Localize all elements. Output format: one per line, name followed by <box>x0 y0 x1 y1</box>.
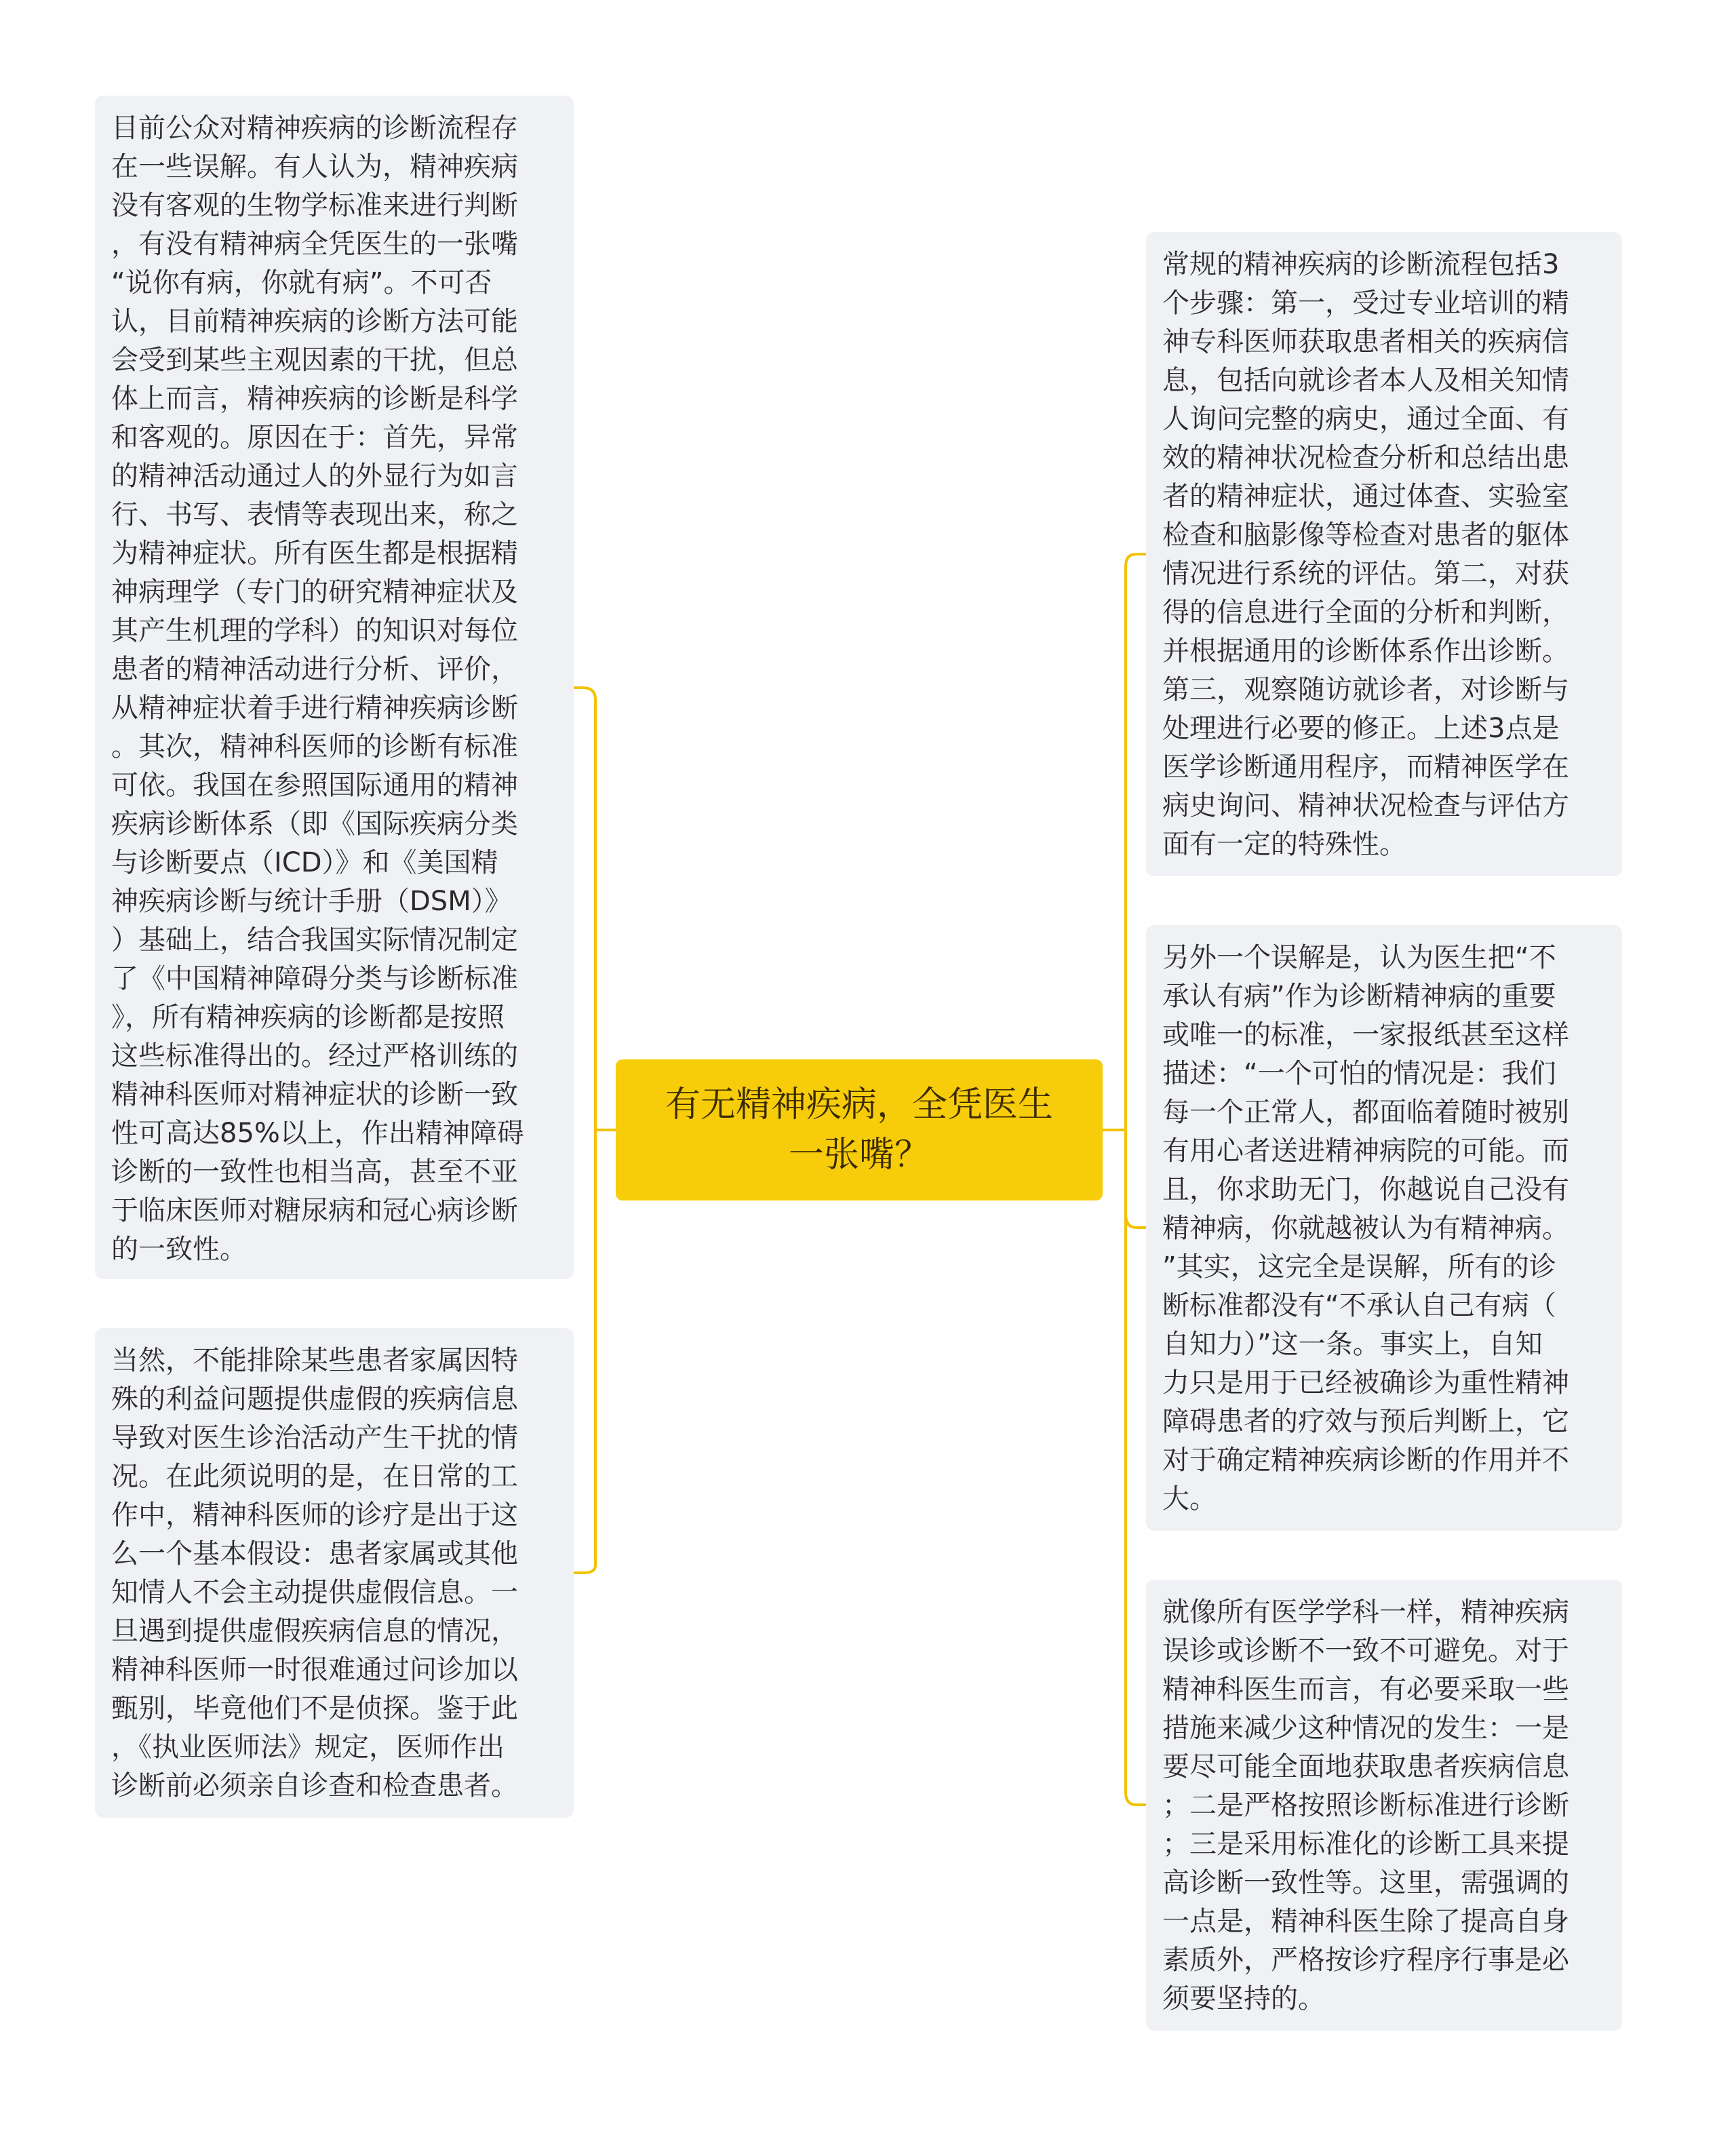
branch-node-right-1[interactable]: 常规的精神疾病的诊断流程包括3 个步骤：第一，受过专业培训的精 神专科医师获取患者相关的疾病信 息，包括向就诊者本人及相关知情 人询问完整的病史，通过全面、有 效的精神状况检查分析和总结出患 者的精神症状，通过体查、实验室 检查和脑影像等检查对患者的躯体 情况进行系统的评估。第二，对获 得的信息进行全面的分析和判断， 并根据通用的诊断体系作出诊断。 第三，观察随访就诊者，对诊断与 处理进行必要的修正。上述3点是 医学诊断通用程序，而精神医学在 病史询问、精神状况检查与评估方 面有一定的特殊性。 <box>1146 232 1622 876</box>
connector-right-1 <box>1126 554 1146 566</box>
connector-left-1 <box>574 688 595 700</box>
branch-node-right-3[interactable]: 就像所有医学学科一样，精神疾病 误诊或诊断不一致不可避免。对于 精神科医生而言，有必要采取一些 措施来减少这种情况的发生：一是 要尽可能全面地获取患者疾病信息 ；二是严格按照诊断标准进行诊断 ；三是采用标准化的诊断工具来提 高诊断一致性等。这里，需强调的 一点是，精神科医生除了提高自身 素质外，严格按诊疗程序行事是必 须要坚持的。 <box>1146 1580 1622 2031</box>
connector-right-3 <box>1126 1793 1146 1805</box>
branch-node-left-2[interactable]: 当然，不能排除某些患者家属因特 殊的利益问题提供虚假的疾病信息 导致对医生诊治活动产生干扰的情 况。在此须说明的是，在日常的工 作中，精神科医师的诊疗是出于这 么一个基本假设：患者家属或其他 知情人不会主动提供虚假信息。一 旦遇到提供虚假疾病信息的情况， 精神科医师一时很难通过问诊加以 甄别，毕竟他们不是侦探。鉴于此 ，《执业医师法》规定，医师作出 诊断前必须亲自诊查和检查患者。 <box>95 1328 574 1818</box>
connector-left-2 <box>574 1565 595 1573</box>
branch-node-right-2[interactable]: 另外一个误解是，认为医生把“不 承认有病”作为诊断精神病的重要 或唯一的标准，一家报纸甚至这样 描述：“一个可怕的情况是：我们 每一个正常人，都面临着随时被别 有用心者送进精神病院的可能。而 且，你求助无门，你越说自己没有 精神病，你就越被认为有精神病。 ”其实，这完全是误解，所有的诊 断标准都没有“不承认自己有病（ 自知力）”这一条。事实上，自知 力只是用于已经被确诊为重性精神 障碍患者的疗效与预后判断上，它 对于确定精神疾病诊断的作用并不 大。 <box>1146 925 1622 1531</box>
branch-node-left-1[interactable]: 目前公众对精神疾病的诊断流程存 在一些误解。有人认为，精神疾病 没有客观的生物学标准来进行判断 ，有没有精神病全凭医生的一张嘴 “说你有病，你就有病”。不可否 认，目前精神疾病的诊断方法可能 会受到某些主观因素的干扰，但总 体上而言，精神疾病的诊断是科学 和客观的。原因在于：首先，异常 的精神活动通过人的外显行为如言 行、书写、表情等表现出来，称之 为精神症状。所有医生都是根据精 神病理学（专门的研究精神症状及 其产生机理的学科）的知识对每位 患者的精神活动进行分析、评价， 从精神症状着手进行精神疾病诊断 。其次，精神科医师的诊断有标准 可依。我国在参照国际通用的精神 疾病诊断体系（即《国际疾病分类 与诊断要点（ICD）》和《美国精 神疾病诊断与统计手册（DSM）》 ）基础上，结合我国实际情况制定 了《中国精神障碍分类与诊断标准 》，所有精神疾病的诊断都是按照 这些标准得出的。经过严格训练的 精神科医师对精神症状的诊断一致 性可高达85%以上，作出精神障碍 诊断的一致性也相当高，甚至不亚 于临床医师对糖尿病和冠心病诊断 的一致性。 <box>95 96 574 1279</box>
connector-right-2 <box>1126 1214 1146 1228</box>
central-topic-node[interactable]: 有无精神疾病，全凭医生 一张嘴？ <box>616 1059 1103 1200</box>
